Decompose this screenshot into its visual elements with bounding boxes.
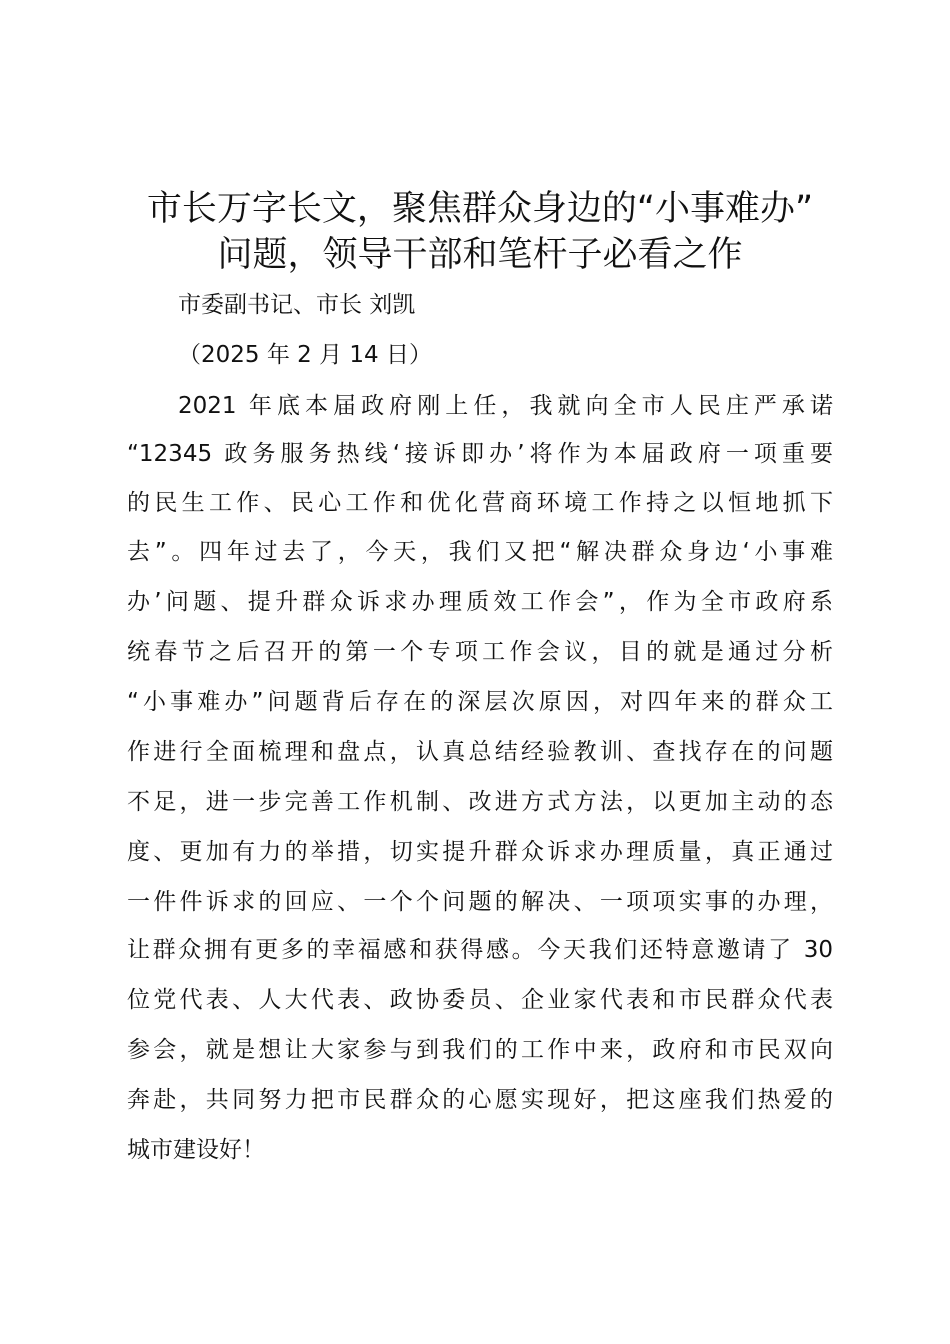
body-line: “小事难办”问题背后存在的深层次原因，对四年来的群众工	[127, 689, 833, 715]
body-line: 不足，进一步完善工作机制、改进方式方法，以更加主动的态	[127, 789, 833, 815]
body-line: 城市建设好！	[127, 1137, 265, 1163]
date-line: （2025 年 2 月 14 日）	[178, 342, 432, 368]
body-line: 的民生工作、民心工作和优化营商环境工作持之以恒地抓下	[127, 490, 833, 516]
author-line: 市委副书记、市长 刘凯	[178, 292, 416, 318]
body-line: 统春节之后召开的第一个专项工作会议，目的就是通过分析	[127, 639, 833, 665]
body-line: 参会，就是想让大家参与到我们的工作中来，政府和市民双向	[127, 1037, 833, 1063]
body-line: 度、更加有力的举措，切实提升群众诉求办理质量，真正通过	[127, 839, 833, 865]
body-line: 去”。四年过去了，今天，我们又把“解决群众身边‘小事难	[127, 539, 833, 565]
body-line: 位党代表、人大代表、政协委员、企业家代表和市民群众代表	[127, 987, 833, 1013]
body-line: 办’问题、提升群众诉求办理质效工作会”，作为全市政府系	[127, 589, 833, 615]
document-title-line-1: 市长万字长文，聚焦群众身边的“小事难办”	[146, 189, 814, 229]
body-line: 让群众拥有更多的幸福感和获得感。今天我们还特意邀请了 30	[127, 937, 833, 963]
body-line: 一件件诉求的回应、一个个问题的解决、一项项实事的办理，	[127, 889, 833, 915]
body-line: 奔赴，共同努力把市民群众的心愿实现好，把这座我们热爱的	[127, 1087, 833, 1113]
body-line: “12345 政务服务热线‘接诉即办’将作为本届政府一项重要	[127, 441, 833, 467]
document-title-line-2: 问题，领导干部和笔杆子必看之作	[217, 235, 743, 275]
body-line: 2021 年底本届政府刚上任，我就向全市人民庄严承诺	[178, 393, 833, 419]
body-line: 作进行全面梳理和盘点，认真总结经验教训、查找存在的问题	[127, 739, 833, 765]
